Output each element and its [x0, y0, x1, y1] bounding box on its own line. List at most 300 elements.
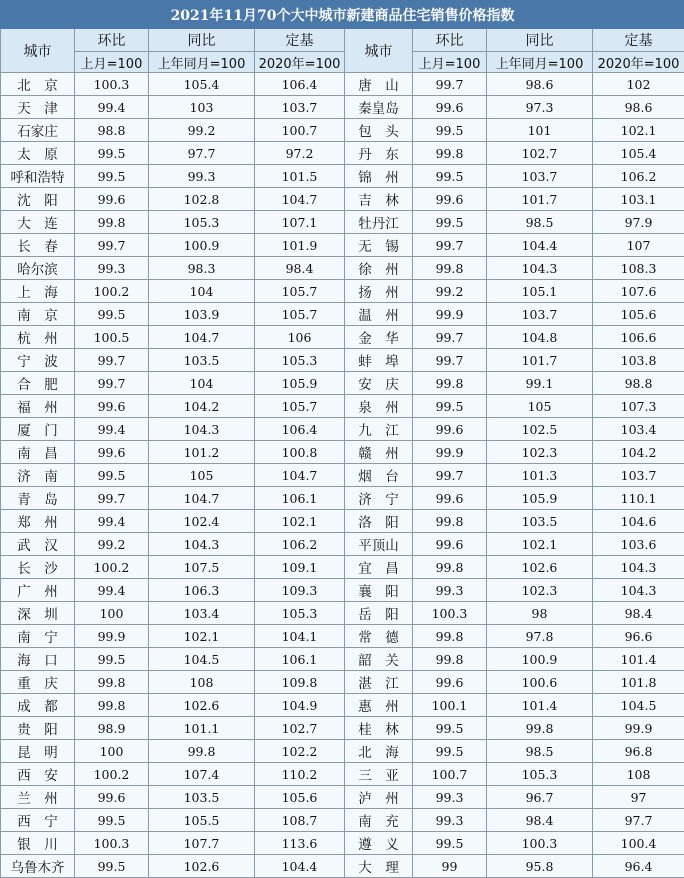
- right-mom-cell: 99.5: [413, 211, 487, 234]
- left-city-cell: 深 圳: [1, 602, 75, 625]
- right-city-cell: 韶 关: [345, 648, 413, 671]
- left-fixed-cell: 113.6: [255, 832, 345, 855]
- left-city-cell: 杭 州: [1, 326, 75, 349]
- right-fixed-cell: 107.6: [593, 280, 684, 303]
- right-mom-cell: 99.5: [413, 740, 487, 763]
- right-city-cell: 赣 州: [345, 441, 413, 464]
- right-yoy-cell: 105.1: [487, 280, 593, 303]
- right-fixed-cell: 103.8: [593, 349, 684, 372]
- left-mom-cell: 99.6: [75, 395, 149, 418]
- right-city-cell: 蚌 埠: [345, 349, 413, 372]
- left-yoy-cell: 106.3: [149, 579, 255, 602]
- right-mom-cell: 99.8: [413, 142, 487, 165]
- left-mom-cell: 99.3: [75, 257, 149, 280]
- right-city-cell: 秦皇岛: [345, 96, 413, 119]
- right-mom-cell: 99.5: [413, 832, 487, 855]
- left-mom-cell: 99.7: [75, 487, 149, 510]
- right-city-cell: 常 德: [345, 625, 413, 648]
- right-mom-cell: 100.3: [413, 602, 487, 625]
- table-row: [1, 533, 684, 556]
- right-city-cell: 吉 林: [345, 188, 413, 211]
- right-yoy-cell: 101.3: [487, 464, 593, 487]
- right-fixed-cell: 107: [593, 234, 684, 257]
- left-yoy-cell: 104.3: [149, 418, 255, 441]
- left-yoy-cell: 100.9: [149, 234, 255, 257]
- right-city-cell: 遵 义: [345, 832, 413, 855]
- right-city-cell: 泉 州: [345, 395, 413, 418]
- right-fixed-cell: 104.2: [593, 441, 684, 464]
- table-row: [1, 671, 684, 694]
- right-yoy-cell: 102.3: [487, 441, 593, 464]
- right-city-cell: 北 海: [345, 740, 413, 763]
- left-city-cell: 北 京: [1, 73, 75, 96]
- left-yoy-cell: 103.9: [149, 303, 255, 326]
- header-mom-base-right: 上月=100: [413, 52, 487, 73]
- right-mom-cell: 100.1: [413, 694, 487, 717]
- header-mom-left: 环比: [75, 29, 149, 52]
- left-fixed-cell: 105.7: [255, 280, 345, 303]
- right-city-cell: 洛 阳: [345, 510, 413, 533]
- right-fixed-cell: 103.1: [593, 188, 684, 211]
- right-yoy-cell: 104.8: [487, 326, 593, 349]
- right-city-cell: 惠 州: [345, 694, 413, 717]
- right-yoy-cell: 102.1: [487, 533, 593, 556]
- left-city-cell: 成 都: [1, 694, 75, 717]
- left-yoy-cell: 99.2: [149, 119, 255, 142]
- table-row: [1, 211, 684, 234]
- left-fixed-cell: 109.8: [255, 671, 345, 694]
- table-row: [1, 395, 684, 418]
- left-city-cell: 兰 州: [1, 786, 75, 809]
- table-row: [1, 648, 684, 671]
- right-city-cell: 烟 台: [345, 464, 413, 487]
- right-yoy-cell: 99.8: [487, 717, 593, 740]
- left-yoy-cell: 97.7: [149, 142, 255, 165]
- left-yoy-cell: 103.5: [149, 349, 255, 372]
- left-mom-cell: 99.5: [75, 165, 149, 188]
- right-yoy-cell: 100.3: [487, 832, 593, 855]
- left-yoy-cell: 102.6: [149, 694, 255, 717]
- subheader-row: [1, 52, 684, 73]
- right-yoy-cell: 98: [487, 602, 593, 625]
- left-fixed-cell: 98.4: [255, 257, 345, 280]
- left-yoy-cell: 102.8: [149, 188, 255, 211]
- right-fixed-cell: 104.5: [593, 694, 684, 717]
- table-row: [1, 464, 684, 487]
- right-mom-cell: 99.6: [413, 487, 487, 510]
- left-mom-cell: 99.5: [75, 464, 149, 487]
- right-mom-cell: 99.3: [413, 809, 487, 832]
- left-fixed-cell: 102.7: [255, 717, 345, 740]
- left-city-cell: 西 宁: [1, 809, 75, 832]
- left-fixed-cell: 106.4: [255, 418, 345, 441]
- right-mom-cell: 99.7: [413, 349, 487, 372]
- left-mom-cell: 99.5: [75, 142, 149, 165]
- left-city-cell: 上 海: [1, 280, 75, 303]
- right-city-cell: 锦 州: [345, 165, 413, 188]
- left-city-cell: 银 川: [1, 832, 75, 855]
- right-fixed-cell: 107.3: [593, 395, 684, 418]
- right-fixed-cell: 103.7: [593, 464, 684, 487]
- left-yoy-cell: 105.4: [149, 73, 255, 96]
- header-fixed-right: 定基: [593, 29, 684, 52]
- table-row: [1, 165, 684, 188]
- right-yoy-cell: 100.6: [487, 671, 593, 694]
- table-row: [1, 326, 684, 349]
- right-mom-cell: 99.9: [413, 303, 487, 326]
- right-yoy-cell: 101.7: [487, 349, 593, 372]
- right-city-cell: 温 州: [345, 303, 413, 326]
- right-yoy-cell: 101: [487, 119, 593, 142]
- left-yoy-cell: 104.5: [149, 648, 255, 671]
- left-fixed-cell: 104.9: [255, 694, 345, 717]
- left-fixed-cell: 101.9: [255, 234, 345, 257]
- header-city-right: 城市: [345, 29, 413, 73]
- left-yoy-cell: 104.2: [149, 395, 255, 418]
- left-yoy-cell: 104.7: [149, 487, 255, 510]
- left-city-cell: 济 南: [1, 464, 75, 487]
- right-fixed-cell: 101.8: [593, 671, 684, 694]
- table-row: [1, 372, 684, 395]
- right-mom-cell: 99.6: [413, 533, 487, 556]
- left-city-cell: 石家庄: [1, 119, 75, 142]
- right-yoy-cell: 98.5: [487, 740, 593, 763]
- left-fixed-cell: 106: [255, 326, 345, 349]
- right-yoy-cell: 103.7: [487, 303, 593, 326]
- right-yoy-cell: 104.3: [487, 257, 593, 280]
- right-mom-cell: 99.2: [413, 280, 487, 303]
- right-mom-cell: 99.8: [413, 556, 487, 579]
- left-mom-cell: 99.4: [75, 96, 149, 119]
- right-city-cell: 南 充: [345, 809, 413, 832]
- table-row: [1, 257, 684, 280]
- right-yoy-cell: 97.3: [487, 96, 593, 119]
- right-mom-cell: 99.6: [413, 96, 487, 119]
- left-yoy-cell: 104.3: [149, 533, 255, 556]
- left-mom-cell: 99.7: [75, 349, 149, 372]
- left-city-cell: 合 肥: [1, 372, 75, 395]
- left-fixed-cell: 101.5: [255, 165, 345, 188]
- left-city-cell: 长 春: [1, 234, 75, 257]
- left-yoy-cell: 104: [149, 280, 255, 303]
- left-city-cell: 贵 阳: [1, 717, 75, 740]
- right-fixed-cell: 98.4: [593, 602, 684, 625]
- left-city-cell: 长 沙: [1, 556, 75, 579]
- right-fixed-cell: 99.9: [593, 717, 684, 740]
- right-fixed-cell: 106.2: [593, 165, 684, 188]
- right-mom-cell: 99.9: [413, 441, 487, 464]
- table-row: [1, 487, 684, 510]
- right-yoy-cell: 99.1: [487, 372, 593, 395]
- right-mom-cell: 99.5: [413, 165, 487, 188]
- right-mom-cell: 99.5: [413, 395, 487, 418]
- table-row: [1, 188, 684, 211]
- right-fixed-cell: 102.1: [593, 119, 684, 142]
- right-fixed-cell: 98.6: [593, 96, 684, 119]
- right-city-cell: 宜 昌: [345, 556, 413, 579]
- left-fixed-cell: 102.2: [255, 740, 345, 763]
- table-row: [1, 625, 684, 648]
- left-yoy-cell: 105.5: [149, 809, 255, 832]
- table-row: [1, 763, 684, 786]
- table-row: [1, 303, 684, 326]
- right-fixed-cell: 96.6: [593, 625, 684, 648]
- table-row: [1, 579, 684, 602]
- right-fixed-cell: 98.8: [593, 372, 684, 395]
- right-fixed-cell: 100.4: [593, 832, 684, 855]
- right-yoy-cell: 98.5: [487, 211, 593, 234]
- right-city-cell: 丹 东: [345, 142, 413, 165]
- left-city-cell: 郑 州: [1, 510, 75, 533]
- left-city-cell: 昆 明: [1, 740, 75, 763]
- header-mom-base-left: 上月=100: [75, 52, 149, 73]
- right-mom-cell: 99.6: [413, 418, 487, 441]
- left-yoy-cell: 103.5: [149, 786, 255, 809]
- left-mom-cell: 99.4: [75, 579, 149, 602]
- right-city-cell: 泸 州: [345, 786, 413, 809]
- right-city-cell: 济 宁: [345, 487, 413, 510]
- left-city-cell: 宁 波: [1, 349, 75, 372]
- table-row: [1, 832, 684, 855]
- right-fixed-cell: 106.6: [593, 326, 684, 349]
- right-mom-cell: 99.8: [413, 257, 487, 280]
- left-yoy-cell: 101.1: [149, 717, 255, 740]
- table-row: [1, 855, 684, 878]
- right-fixed-cell: 101.4: [593, 648, 684, 671]
- left-city-cell: 太 原: [1, 142, 75, 165]
- right-mom-cell: 99.5: [413, 119, 487, 142]
- table-row: [1, 786, 684, 809]
- header-yoy-right: 同比: [487, 29, 593, 52]
- header-fixed-base-right: 2020年=100: [593, 52, 684, 73]
- header-yoy-base-left: 上年同月=100: [149, 52, 255, 73]
- left-mom-cell: 99.9: [75, 625, 149, 648]
- header-mom-right: 环比: [413, 29, 487, 52]
- left-city-cell: 武 汉: [1, 533, 75, 556]
- left-city-cell: 乌鲁木齐: [1, 855, 75, 878]
- left-mom-cell: 98.8: [75, 119, 149, 142]
- right-fixed-cell: 102: [593, 73, 684, 96]
- left-city-cell: 呼和浩特: [1, 165, 75, 188]
- table-row: [1, 73, 684, 96]
- table-row: [1, 96, 684, 119]
- right-yoy-cell: 103.7: [487, 165, 593, 188]
- right-fixed-cell: 97: [593, 786, 684, 809]
- left-mom-cell: 99.7: [75, 234, 149, 257]
- left-fixed-cell: 103.7: [255, 96, 345, 119]
- table-row: [1, 556, 684, 579]
- right-fixed-cell: 103.6: [593, 533, 684, 556]
- right-fixed-cell: 104.6: [593, 510, 684, 533]
- right-city-cell: 唐 山: [345, 73, 413, 96]
- left-mom-cell: 100.2: [75, 280, 149, 303]
- left-city-cell: 海 口: [1, 648, 75, 671]
- left-fixed-cell: 102.1: [255, 510, 345, 533]
- table-row: [1, 809, 684, 832]
- right-fixed-cell: 104.3: [593, 579, 684, 602]
- left-yoy-cell: 99.8: [149, 740, 255, 763]
- left-city-cell: 南 宁: [1, 625, 75, 648]
- left-fixed-cell: 100.7: [255, 119, 345, 142]
- left-city-cell: 南 京: [1, 303, 75, 326]
- right-city-cell: 扬 州: [345, 280, 413, 303]
- right-yoy-cell: 101.7: [487, 188, 593, 211]
- left-mom-cell: 99.6: [75, 786, 149, 809]
- left-mom-cell: 99.7: [75, 372, 149, 395]
- left-yoy-cell: 107.4: [149, 763, 255, 786]
- left-mom-cell: 100: [75, 602, 149, 625]
- left-mom-cell: 99.8: [75, 211, 149, 234]
- left-fixed-cell: 106.4: [255, 73, 345, 96]
- right-fixed-cell: 103.4: [593, 418, 684, 441]
- right-mom-cell: 99.8: [413, 372, 487, 395]
- left-yoy-cell: 103: [149, 96, 255, 119]
- right-yoy-cell: 96.7: [487, 786, 593, 809]
- right-city-cell: 平顶山: [345, 533, 413, 556]
- right-yoy-cell: 100.9: [487, 648, 593, 671]
- right-fixed-cell: 105.6: [593, 303, 684, 326]
- left-city-cell: 厦 门: [1, 418, 75, 441]
- table-row: [1, 740, 684, 763]
- left-mom-cell: 99.5: [75, 303, 149, 326]
- left-city-cell: 哈尔滨: [1, 257, 75, 280]
- right-yoy-cell: 105.9: [487, 487, 593, 510]
- right-yoy-cell: 102.6: [487, 556, 593, 579]
- table-row: [1, 717, 684, 740]
- right-city-cell: 大 理: [345, 855, 413, 878]
- right-mom-cell: 99.5: [413, 717, 487, 740]
- right-fixed-cell: 108.3: [593, 257, 684, 280]
- left-yoy-cell: 105.3: [149, 211, 255, 234]
- left-city-cell: 沈 阳: [1, 188, 75, 211]
- right-mom-cell: 99.7: [413, 326, 487, 349]
- left-city-cell: 大 连: [1, 211, 75, 234]
- right-mom-cell: 99.7: [413, 73, 487, 96]
- left-mom-cell: 98.9: [75, 717, 149, 740]
- left-yoy-cell: 107.5: [149, 556, 255, 579]
- left-mom-cell: 99.6: [75, 188, 149, 211]
- left-fixed-cell: 107.1: [255, 211, 345, 234]
- left-mom-cell: 99.4: [75, 510, 149, 533]
- right-yoy-cell: 102.7: [487, 142, 593, 165]
- table-row: [1, 280, 684, 303]
- table-row: [1, 349, 684, 372]
- left-mom-cell: 99.8: [75, 694, 149, 717]
- left-fixed-cell: 106.1: [255, 487, 345, 510]
- title-row: [1, 1, 684, 29]
- right-mom-cell: 99.8: [413, 510, 487, 533]
- left-fixed-cell: 105.7: [255, 395, 345, 418]
- right-mom-cell: 99.6: [413, 188, 487, 211]
- table-row: [1, 119, 684, 142]
- left-city-cell: 西 安: [1, 763, 75, 786]
- left-yoy-cell: 105: [149, 464, 255, 487]
- left-fixed-cell: 105.6: [255, 786, 345, 809]
- left-yoy-cell: 98.3: [149, 257, 255, 280]
- left-fixed-cell: 105.3: [255, 349, 345, 372]
- left-mom-cell: 99.2: [75, 533, 149, 556]
- left-city-cell: 福 州: [1, 395, 75, 418]
- right-fixed-cell: 96.4: [593, 855, 684, 878]
- header-fixed-base-left: 2020年=100: [255, 52, 345, 73]
- right-mom-cell: 99.8: [413, 648, 487, 671]
- table-row: [1, 234, 684, 257]
- left-fixed-cell: 110.2: [255, 763, 345, 786]
- right-yoy-cell: 95.8: [487, 855, 593, 878]
- left-city-cell: 重 庆: [1, 671, 75, 694]
- table-body: [1, 1, 684, 878]
- right-mom-cell: 99.8: [413, 625, 487, 648]
- right-mom-cell: 99.3: [413, 579, 487, 602]
- left-fixed-cell: 108.7: [255, 809, 345, 832]
- right-city-cell: 金 华: [345, 326, 413, 349]
- right-city-cell: 岳 阳: [345, 602, 413, 625]
- right-fixed-cell: 108: [593, 763, 684, 786]
- left-city-cell: 天 津: [1, 96, 75, 119]
- right-yoy-cell: 105.3: [487, 763, 593, 786]
- right-fixed-cell: 105.4: [593, 142, 684, 165]
- right-fixed-cell: 97.7: [593, 809, 684, 832]
- right-mom-cell: 99.7: [413, 464, 487, 487]
- table-row: [1, 142, 684, 165]
- left-yoy-cell: 104: [149, 372, 255, 395]
- right-yoy-cell: 101.4: [487, 694, 593, 717]
- table-title: 2021年11月70个大中城市新建商品住宅销售价格指数: [1, 1, 684, 29]
- left-fixed-cell: 104.1: [255, 625, 345, 648]
- left-mom-cell: 100: [75, 740, 149, 763]
- left-fixed-cell: 105.9: [255, 372, 345, 395]
- right-yoy-cell: 103.5: [487, 510, 593, 533]
- right-fixed-cell: 97.9: [593, 211, 684, 234]
- left-yoy-cell: 103.4: [149, 602, 255, 625]
- left-yoy-cell: 107.7: [149, 832, 255, 855]
- table-row: [1, 602, 684, 625]
- left-fixed-cell: 97.2: [255, 142, 345, 165]
- left-yoy-cell: 101.2: [149, 441, 255, 464]
- left-mom-cell: 99.5: [75, 648, 149, 671]
- right-city-cell: 桂 林: [345, 717, 413, 740]
- left-yoy-cell: 102.4: [149, 510, 255, 533]
- right-city-cell: 九 江: [345, 418, 413, 441]
- right-mom-cell: 99.7: [413, 234, 487, 257]
- right-yoy-cell: 102.3: [487, 579, 593, 602]
- header-fixed-left: 定基: [255, 29, 345, 52]
- left-fixed-cell: 104.4: [255, 855, 345, 878]
- right-city-cell: 安 庆: [345, 372, 413, 395]
- header-yoy-base-right: 上年同月=100: [487, 52, 593, 73]
- right-yoy-cell: 104.4: [487, 234, 593, 257]
- right-fixed-cell: 104.3: [593, 556, 684, 579]
- left-mom-cell: 99.8: [75, 671, 149, 694]
- left-fixed-cell: 104.7: [255, 464, 345, 487]
- left-fixed-cell: 105.3: [255, 602, 345, 625]
- left-fixed-cell: 109.1: [255, 556, 345, 579]
- right-city-cell: 无 锡: [345, 234, 413, 257]
- right-fixed-cell: 96.8: [593, 740, 684, 763]
- right-mom-cell: 99.6: [413, 671, 487, 694]
- right-mom-cell: 99: [413, 855, 487, 878]
- left-city-cell: 青 岛: [1, 487, 75, 510]
- right-yoy-cell: 98.6: [487, 73, 593, 96]
- header-yoy-left: 同比: [149, 29, 255, 52]
- left-city-cell: 南 昌: [1, 441, 75, 464]
- left-yoy-cell: 108: [149, 671, 255, 694]
- left-fixed-cell: 109.3: [255, 579, 345, 602]
- left-fixed-cell: 104.7: [255, 188, 345, 211]
- left-mom-cell: 99.6: [75, 441, 149, 464]
- right-yoy-cell: 97.8: [487, 625, 593, 648]
- left-fixed-cell: 105.7: [255, 303, 345, 326]
